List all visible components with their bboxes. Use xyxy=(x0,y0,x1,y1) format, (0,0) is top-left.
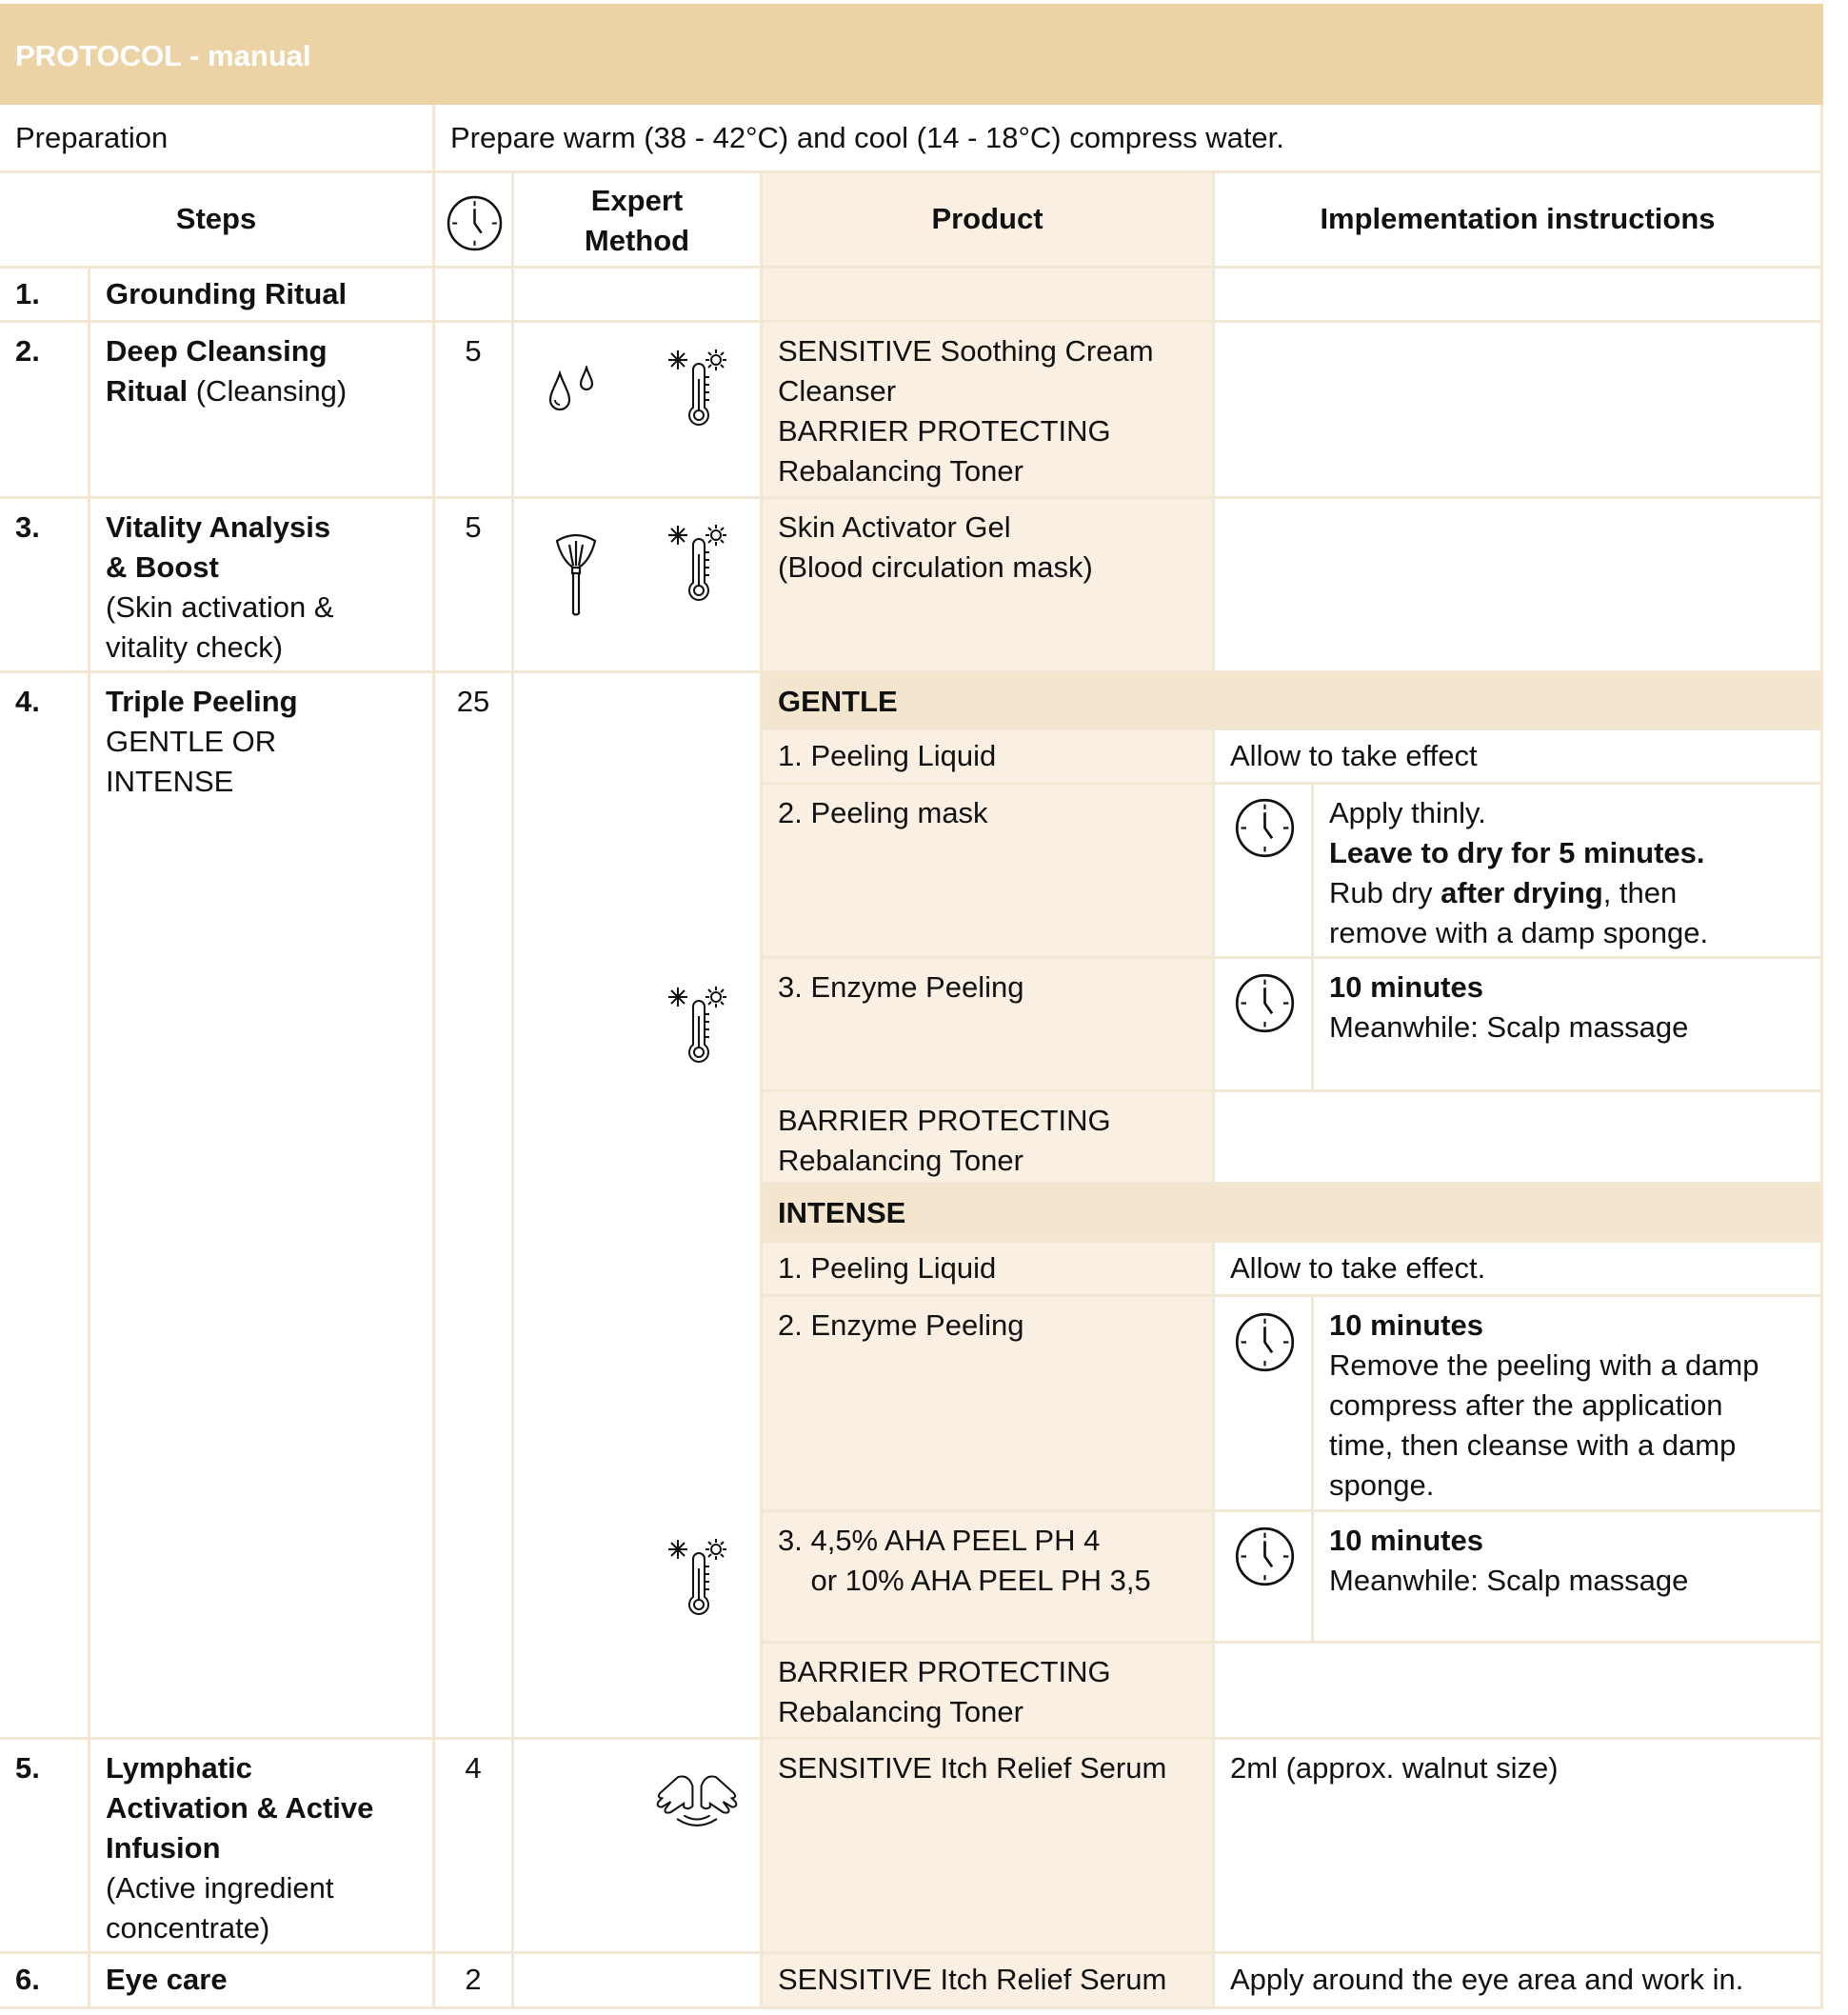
text-line xyxy=(1230,736,1805,776)
sub-product xyxy=(763,1297,1215,1512)
text-line xyxy=(106,331,417,371)
text-segment: sponge. xyxy=(1329,1468,1435,1502)
text-segment: Lymphatic xyxy=(106,1751,252,1785)
header-expert-method xyxy=(514,173,763,269)
step-time xyxy=(435,323,514,499)
thermometer-hot-cold-icon xyxy=(666,349,733,429)
hands-icon xyxy=(653,1766,741,1828)
text-segment: Remove the peeling with a damp xyxy=(1329,1348,1759,1382)
text-line xyxy=(106,1828,417,1868)
text-segment: INTENSE xyxy=(106,765,234,798)
text-segment: (Blood circulation mask) xyxy=(778,550,1093,584)
clock-icon xyxy=(1234,797,1296,859)
text-line xyxy=(106,1748,417,1788)
step-number xyxy=(0,323,90,499)
text-line xyxy=(1230,1248,1805,1288)
text-line xyxy=(778,1248,1197,1288)
sub-product xyxy=(763,1092,1215,1185)
text-segment: vitality check) xyxy=(106,630,284,664)
text-segment: Skin Activator Gel xyxy=(778,510,1011,544)
text-line xyxy=(15,274,72,314)
step-instructions xyxy=(1215,1954,1823,2009)
step-method xyxy=(514,269,763,323)
text-line xyxy=(1329,793,1805,833)
step-time xyxy=(435,499,514,673)
text-segment: PROTOCOL - manual xyxy=(15,39,311,72)
text-line xyxy=(778,508,1197,548)
clock-icon xyxy=(1234,1526,1296,1587)
thermometer-hot-cold-icon xyxy=(666,524,733,604)
text-segment: Eye care xyxy=(106,1963,228,1996)
text-segment: Grounding Ritual xyxy=(106,277,348,310)
text-segment: 3. Enzyme Peeling xyxy=(778,970,1024,1004)
text-line xyxy=(106,762,417,802)
text-segment: 1. Peeling Liquid xyxy=(778,1251,997,1285)
text-line xyxy=(778,1652,1197,1692)
step-number xyxy=(0,499,90,673)
text-line xyxy=(778,793,1197,833)
text-segment: Vitality Analysis xyxy=(106,510,331,544)
text-segment: Activation & Active xyxy=(106,1791,374,1825)
text-segment: Infusion xyxy=(106,1831,221,1865)
text-segment: 3. 4,5% AHA PEEL PH 4 xyxy=(778,1524,1101,1557)
text-segment: Rebalancing Toner xyxy=(778,1695,1023,1728)
text-line xyxy=(529,221,745,261)
text-line xyxy=(450,1960,496,2000)
step-instructions xyxy=(1215,269,1823,323)
text-line xyxy=(15,36,1808,76)
text-line xyxy=(450,1748,496,1788)
text-segment: 3. xyxy=(15,510,40,544)
text-segment: 2. xyxy=(15,334,40,368)
text-line xyxy=(106,1908,417,1948)
step-product xyxy=(763,1740,1215,1954)
text-line xyxy=(1329,1426,1805,1466)
text-line xyxy=(1230,1748,1805,1788)
text-line xyxy=(15,682,72,722)
text-segment: Leave to dry for 5 minutes. xyxy=(1329,836,1705,869)
text-segment: Ritual xyxy=(106,374,189,408)
text-segment: , then xyxy=(1602,876,1678,909)
sub-product xyxy=(763,730,1215,785)
text-segment: 2 xyxy=(465,1963,482,1996)
step-number xyxy=(0,269,90,323)
step-method xyxy=(514,1954,763,2009)
text-line xyxy=(1329,1386,1805,1426)
text-segment: Triple Peeling xyxy=(106,685,298,718)
text-segment: compress after the application xyxy=(1329,1388,1723,1422)
text-line xyxy=(778,1748,1197,1788)
text-segment: concentrate) xyxy=(106,1911,270,1945)
text-segment: Rebalancing Toner xyxy=(778,454,1023,488)
header-steps xyxy=(0,173,435,269)
sub-instructions xyxy=(1314,785,1823,959)
text-segment: 4 xyxy=(465,1751,482,1785)
text-line xyxy=(778,1306,1197,1346)
step-number xyxy=(0,1954,90,2009)
text-segment: 5. xyxy=(15,1751,40,1785)
step-name xyxy=(90,269,435,323)
text-line xyxy=(106,1788,417,1828)
text-segment: Product xyxy=(931,202,1043,235)
thermometer-hot-cold-icon xyxy=(666,986,733,1066)
text-line xyxy=(778,1960,1197,2000)
step-time xyxy=(435,1954,514,2009)
step-time xyxy=(435,673,514,1740)
text-segment: & Boost xyxy=(106,550,219,584)
text-line xyxy=(778,411,1197,451)
text-line xyxy=(106,548,417,588)
text-segment: 1. xyxy=(15,277,40,310)
text-segment: remove with a damp sponge. xyxy=(1329,916,1709,949)
text-line xyxy=(1329,968,1805,1008)
text-segment: Meanwhile: Scalp massage xyxy=(1329,1010,1689,1044)
text-segment: time, then cleanse with a damp xyxy=(1329,1428,1737,1462)
text-segment: Deep Cleansing xyxy=(106,334,328,368)
preparation-label xyxy=(0,105,435,173)
text-segment: Steps xyxy=(175,202,257,235)
text-line xyxy=(1329,1008,1805,1047)
text-segment: (Cleansing) xyxy=(188,374,348,408)
text-line xyxy=(106,1960,417,2000)
text-line xyxy=(106,682,417,722)
text-segment: 4. xyxy=(15,685,40,718)
text-line xyxy=(15,199,417,239)
text-line xyxy=(15,508,72,548)
text-line xyxy=(15,118,417,158)
text-line xyxy=(778,682,1805,722)
text-line xyxy=(15,331,72,371)
drops-icon xyxy=(546,366,604,413)
brush-icon xyxy=(552,531,600,617)
text-line xyxy=(1329,913,1805,953)
text-segment: 5 xyxy=(465,334,482,368)
text-segment: Rub dry xyxy=(1329,876,1441,909)
text-line xyxy=(529,181,745,221)
text-line xyxy=(106,1868,417,1908)
sub-instructions xyxy=(1215,1243,1823,1297)
text-segment: 5 xyxy=(465,510,482,544)
text-segment: 2ml (approx. walnut size) xyxy=(1230,1751,1559,1785)
text-line xyxy=(450,682,496,722)
text-segment: BARRIER PROTECTING xyxy=(778,1104,1111,1137)
page-title xyxy=(0,4,1823,105)
text-line xyxy=(778,1561,1197,1601)
text-line xyxy=(106,722,417,762)
text-segment: INTENSE xyxy=(778,1196,906,1229)
sub-product xyxy=(763,785,1215,959)
text-segment: 1. Peeling Liquid xyxy=(778,739,997,772)
step-instructions xyxy=(1215,1740,1823,1954)
step-instructions xyxy=(1215,323,1823,499)
text-segment: BARRIER PROTECTING xyxy=(778,414,1111,448)
text-segment: 25 xyxy=(456,685,490,718)
text-segment: Allow to take effect xyxy=(1230,739,1478,772)
text-segment: Expert xyxy=(590,184,684,217)
text-segment: Implementation instructions xyxy=(1320,202,1716,235)
text-line xyxy=(15,1960,72,2000)
text-line xyxy=(1329,833,1805,873)
text-line xyxy=(450,508,496,548)
step-name xyxy=(90,1740,435,1954)
text-segment: Method xyxy=(584,224,690,257)
text-line xyxy=(778,548,1197,588)
step-name xyxy=(90,323,435,499)
text-line xyxy=(1329,873,1805,913)
text-segment: or 10% AHA PEEL PH 3,5 xyxy=(778,1564,1151,1597)
text-segment: 2. Peeling mask xyxy=(778,796,988,829)
step-number xyxy=(0,673,90,1740)
step-instructions xyxy=(1215,499,1823,673)
text-line xyxy=(778,968,1197,1008)
text-line xyxy=(1329,1346,1805,1386)
text-segment: Preparation xyxy=(15,121,169,154)
text-segment: 10 minutes xyxy=(1329,1308,1483,1342)
sub-product xyxy=(763,1512,1215,1644)
step-product xyxy=(763,1954,1215,2009)
sub-instructions xyxy=(1314,1297,1823,1512)
sub-instructions xyxy=(1215,730,1823,785)
text-line xyxy=(778,1141,1197,1181)
sub-instructions xyxy=(1215,1644,1823,1740)
text-segment: (Skin activation & xyxy=(106,590,334,624)
text-segment: 2. Enzyme Peeling xyxy=(778,1308,1024,1342)
text-line xyxy=(1329,1561,1805,1601)
text-segment: SENSITIVE Itch Relief Serum xyxy=(778,1751,1167,1785)
sub-product xyxy=(763,1243,1215,1297)
text-segment: 10 minutes xyxy=(1329,970,1483,1004)
text-line xyxy=(450,118,1805,158)
text-segment: (Active ingredient xyxy=(106,1871,334,1905)
step-name xyxy=(90,673,435,1740)
text-segment: BARRIER PROTECTING xyxy=(778,1655,1111,1688)
thermometer-hot-cold-icon xyxy=(666,1538,733,1618)
sub-instructions xyxy=(1314,1512,1823,1644)
text-line xyxy=(1329,1306,1805,1346)
text-line xyxy=(1230,199,1805,239)
sub-product xyxy=(763,1644,1215,1740)
sub-product xyxy=(763,959,1215,1092)
text-segment: 10 minutes xyxy=(1329,1524,1483,1557)
header-instructions xyxy=(1215,173,1823,269)
clock-icon xyxy=(1234,972,1296,1034)
text-line xyxy=(106,588,417,628)
text-segment: 6. xyxy=(15,1963,40,1996)
section-gentle xyxy=(763,673,1823,730)
text-segment: Apply thinly. xyxy=(1329,796,1486,829)
text-line xyxy=(106,274,417,314)
text-segment: after drying xyxy=(1441,876,1603,909)
header-product xyxy=(763,173,1215,269)
section-intense xyxy=(763,1185,1823,1243)
clock-icon xyxy=(446,194,504,252)
text-line xyxy=(1230,1960,1805,2000)
step-product xyxy=(763,499,1215,673)
text-line xyxy=(778,1101,1197,1141)
step-number xyxy=(0,1740,90,1954)
text-segment: Prepare warm (38 - 42°C) and cool (14 - 18°C) compress water. xyxy=(450,121,1284,154)
text-line xyxy=(1329,1466,1805,1506)
text-line xyxy=(106,628,417,668)
text-line xyxy=(778,331,1197,371)
text-line xyxy=(450,331,496,371)
text-segment: SENSITIVE Soothing Cream xyxy=(778,334,1154,368)
text-line xyxy=(1329,1521,1805,1561)
text-line xyxy=(778,451,1197,491)
text-line xyxy=(778,1521,1197,1561)
text-line xyxy=(778,1692,1197,1732)
text-segment: Rebalancing Toner xyxy=(778,1144,1023,1177)
text-line xyxy=(106,371,417,411)
step-product xyxy=(763,269,1215,323)
text-line xyxy=(778,736,1197,776)
text-segment: GENTLE xyxy=(778,685,898,718)
text-segment: SENSITIVE Itch Relief Serum xyxy=(778,1963,1167,1996)
text-line xyxy=(778,371,1197,411)
step-product xyxy=(763,323,1215,499)
text-segment: Cleanser xyxy=(778,374,897,408)
clock-icon xyxy=(1234,1311,1296,1373)
step-time xyxy=(435,269,514,323)
preparation-text xyxy=(435,105,1823,173)
text-segment: Apply around the eye area and work in. xyxy=(1230,1963,1744,1996)
text-line xyxy=(778,1193,1805,1233)
step-name xyxy=(90,499,435,673)
step-name xyxy=(90,1954,435,2009)
sub-instructions xyxy=(1215,1092,1823,1185)
text-segment: Allow to take effect. xyxy=(1230,1251,1486,1285)
text-line xyxy=(778,199,1197,239)
sub-instructions xyxy=(1314,959,1823,1092)
text-segment: Meanwhile: Scalp massage xyxy=(1329,1564,1689,1597)
step-time xyxy=(435,1740,514,1954)
text-segment: GENTLE OR xyxy=(106,725,277,758)
text-line xyxy=(106,508,417,548)
text-line xyxy=(15,1748,72,1788)
